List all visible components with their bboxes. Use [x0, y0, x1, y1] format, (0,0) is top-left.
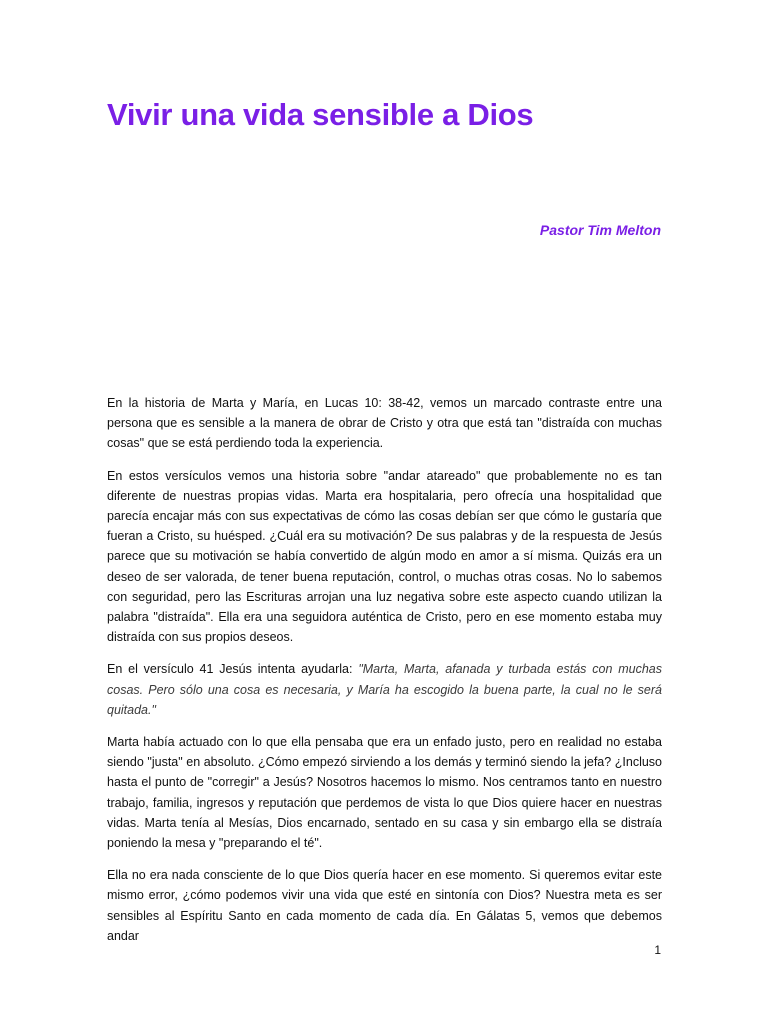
- page-number: 1: [654, 943, 661, 957]
- paragraph-2: En estos versículos vemos una historia sobre "andar atareado" que probablemente no es tan diferente de nuestras propias vidas. Marta era hospitalaria, pero ofrecía una hospitalidad que parecía encajar más con sus expectativas de cómo las cosas debían ser que cómo le gustaría que fueran a Cristo, su huésped. ¿Cuál era su motivación? De sus palabras y de la respuesta de Jesús parece que su motivación se había convertido de algún modo en amor a sí misma. Quizás era un deseo de ser valorada, de tener buena reputación, control, o muchas otras cosas. No lo sabemos con seguridad, pero las Escrituras arrojan una luz negativa sobre este aspecto cuando utilizan la palabra "distraída". Ella era una seguidora auténtica de Cristo, pero en ese momento estaba muy distraída con sus propios deseos.: [107, 468, 662, 645]
- paragraph-5: Ella no era nada consciente de lo que Dios quería hacer en ese momento. Si queremos evitar este mismo error, ¿cómo podemos vivir una vida que esté en sintonía con Dios? Nuestra meta es ser sensibles al Espíritu Santo en cada momento de cada día. En Gálatas 5, vemos que debemos andar: [107, 868, 662, 943]
- document-author: Pastor Tim Melton: [539, 222, 661, 238]
- paragraph-1: En la historia de Marta y María, en Lucas 10: 38-42, vemos un marcado contraste entre una persona que es sensible a la manera de obrar de Cristo y otra que está tan "distraída con muchas cosas" que se está perdiendo toda la experiencia.: [107, 396, 662, 451]
- document-title: Vivir una vida sensible a Dios: [107, 97, 534, 132]
- bible-quote: "Marta, Marta, afanada y turbada estás con muchas cosas. Pero sólo una cosa es necesaria, y María ha escogido la buena parte, la cual no le será quitada.": [107, 662, 662, 717]
- paragraph-3: [107, 659, 662, 720]
- document-body: [107, 393, 662, 958]
- paragraph-3-intro: En el versículo 41 Jesús intenta ayudarla:: [107, 662, 359, 677]
- paragraph-4: Marta había actuado con lo que ella pensaba que era un enfado justo, pero en realidad no estaba siendo "justa" en absoluto. ¿Cómo empezó sirviendo a los demás y terminó siendo la jefa? ¿Incluso hasta el punto de "corregir" a Jesús? Nosotros hacemos lo mismo. Nos centramos tanto en nuestro trabajo, familia, ingresos y reputación que perdemos de vista lo que Dios quiere hacer en nuestras vidas. Marta tenía al Mesías, Dios encarnado, sentado en su casa y sin embargo ella se distraía poniendo la mesa y "preparando el té".: [107, 735, 662, 851]
